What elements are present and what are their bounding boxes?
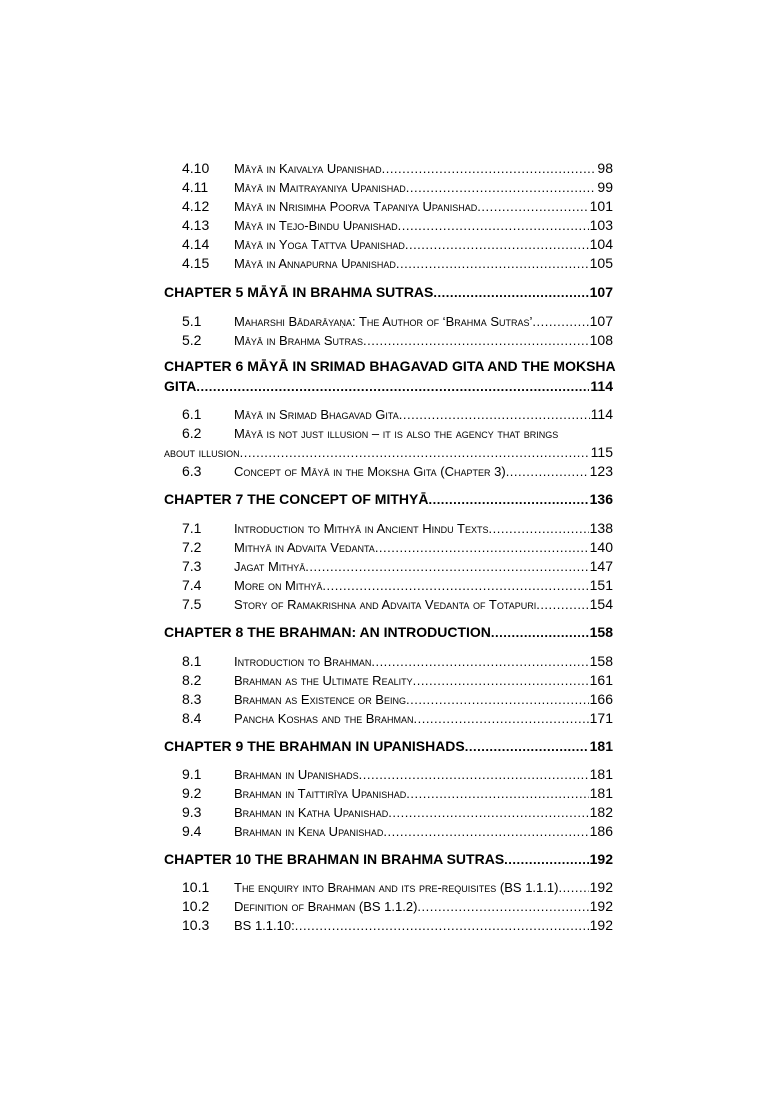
- dot-leader: [406, 692, 589, 707]
- section-title: Māyā in Maitrayaniya Upanishad: [234, 180, 406, 195]
- section-number: 10.2: [182, 898, 210, 914]
- toc-entry-4-15[interactable]: [182, 255, 613, 274]
- toc-entry-4-10[interactable]: [182, 160, 613, 179]
- section-number: 4.10: [182, 160, 210, 176]
- dot-leader: [413, 673, 589, 688]
- section-title: BS 1.1.10:: [234, 918, 295, 933]
- chapter-title: CHAPTER 9 THE BRAHMAN IN UPANISHADS: [164, 738, 465, 754]
- section-title: Brahman in Upanishads: [234, 767, 359, 782]
- page-number: 158: [589, 624, 613, 640]
- section-number: 4.14: [182, 236, 210, 252]
- section-number: 9.3: [182, 804, 202, 820]
- section-title: Brahman in Katha Upanishad: [234, 805, 389, 820]
- dot-leader: [405, 237, 589, 252]
- section-number: 5.1: [182, 313, 202, 329]
- toc-chapter-8[interactable]: [164, 624, 613, 644]
- dot-leader: [240, 445, 590, 460]
- page-number: 181: [589, 738, 613, 754]
- section-title: Māyā in Annapurna Upanishad: [234, 256, 396, 271]
- toc-entry-9-1[interactable]: [182, 766, 613, 785]
- dot-leader: [504, 851, 588, 867]
- dot-leader: [413, 711, 588, 726]
- toc-chapter-10[interactable]: [164, 851, 613, 871]
- page-number: 99: [597, 179, 613, 195]
- section-title: Māyā in Tejo-Bindu Upanishad: [234, 218, 398, 233]
- page-number: 171: [589, 710, 613, 726]
- toc-chapter-7[interactable]: [164, 491, 613, 511]
- section-title: Maharshi Bādarāyaṇa: The Author of ‘Brahma Sutras’: [234, 314, 533, 329]
- page-number: 154: [589, 596, 613, 612]
- section-title: Māyā in Brahma Sutras: [234, 333, 364, 348]
- toc-entry-8-2[interactable]: [182, 672, 613, 691]
- section-title: Brahman as Existence or Being: [234, 692, 406, 707]
- chapter-title: CHAPTER 6 MĀYĀ IN SRIMAD BHAGAVAD GITA AND THE MOKSHA: [164, 358, 616, 374]
- chapter-title: CHAPTER 10 THE BRAHMAN IN BRAHMA SUTRAS: [164, 851, 505, 867]
- section-number: 7.3: [182, 558, 202, 574]
- toc-entry-4-12[interactable]: [182, 198, 613, 217]
- section-number: 10.3: [182, 917, 210, 933]
- page-number: 107: [589, 313, 613, 329]
- page-number: 166: [589, 691, 613, 707]
- dot-leader: [532, 314, 588, 329]
- section-number: 8.4: [182, 710, 202, 726]
- section-title: Māyā in Srimad Bhagavad Gita: [234, 407, 399, 422]
- dot-leader: [396, 256, 589, 271]
- toc-entry-4-13[interactable]: [182, 217, 613, 236]
- toc-entry-7-5[interactable]: [182, 596, 613, 615]
- toc-entry-7-3[interactable]: [182, 558, 613, 577]
- dot-leader: [406, 180, 597, 195]
- section-number: 8.3: [182, 691, 202, 707]
- toc-entry-5-1[interactable]: [182, 313, 613, 332]
- dot-leader: [558, 880, 588, 895]
- section-number: 5.2: [182, 332, 202, 348]
- chapter-title-continued: GITA: [164, 378, 197, 394]
- toc-entry-6-2-continued[interactable]: [164, 444, 613, 460]
- section-title: Definition of Brahman (BS 1.1.2): [234, 899, 418, 914]
- dot-leader: [295, 918, 589, 933]
- toc-entry-10-1[interactable]: [182, 879, 613, 898]
- toc-entry-8-1[interactable]: [182, 653, 613, 672]
- page-number: 105: [589, 255, 613, 271]
- section-title: Brahman in Taittirīya Upanishad: [234, 786, 407, 801]
- section-title: Brahman in Kena Upanishad: [234, 824, 384, 839]
- dot-leader: [383, 824, 588, 839]
- page-number: 192: [589, 879, 613, 895]
- toc-chapter-6-line1[interactable]: [164, 358, 616, 378]
- dot-leader: [363, 333, 589, 348]
- page-number: 186: [589, 823, 613, 839]
- toc-entry-7-4[interactable]: [182, 577, 613, 596]
- section-title: Māyā in Yoga Tattva Upanishad: [234, 237, 405, 252]
- toc-entry-4-14[interactable]: [182, 236, 613, 255]
- dot-leader: [305, 559, 588, 574]
- page-number: 192: [589, 898, 613, 914]
- section-title: The enquiry into Brahman and its pre-requisites (BS 1.1.1): [234, 880, 559, 895]
- chapter-title: CHAPTER 8 THE BRAHMAN: AN INTRODUCTION: [164, 624, 491, 640]
- toc-entry-6-1[interactable]: [182, 406, 613, 425]
- toc-entry-7-1[interactable]: [182, 520, 613, 539]
- section-title: Introduction to Mithyā in Ancient Hindu Texts: [234, 521, 489, 536]
- section-title: Brahman as the Ultimate Reality: [234, 673, 413, 688]
- section-number: 9.2: [182, 785, 202, 801]
- dot-leader: [491, 624, 589, 640]
- section-title: Jagat Mithyā: [234, 559, 306, 574]
- dot-leader: [388, 805, 588, 820]
- section-number: 6.1: [182, 406, 202, 422]
- section-number: 7.1: [182, 520, 202, 536]
- page-number: 123: [589, 463, 613, 479]
- toc-chapter-9[interactable]: [164, 738, 613, 758]
- dot-leader: [371, 654, 588, 669]
- section-number: 6.3: [182, 463, 202, 479]
- section-number: 7.4: [182, 577, 202, 593]
- page-number: 103: [589, 217, 613, 233]
- dot-leader: [489, 521, 589, 536]
- section-title: Māyā in Nrisimha Poorva Tapaniya Upanishad: [234, 199, 478, 214]
- page-number: 158: [589, 653, 613, 669]
- section-number: 9.1: [182, 766, 202, 782]
- page-number: 138: [589, 520, 613, 536]
- dot-leader: [322, 578, 588, 593]
- section-number: 4.15: [182, 255, 210, 271]
- chapter-title: CHAPTER 5 MĀYĀ IN BRAHMA SUTRAS: [164, 284, 434, 300]
- section-number: 9.4: [182, 823, 202, 839]
- dot-leader: [382, 161, 597, 176]
- toc-entry-10-3[interactable]: [182, 917, 613, 936]
- section-number: 4.12: [182, 198, 210, 214]
- section-number: 7.2: [182, 539, 202, 555]
- section-title-continued: about illusion: [164, 445, 240, 460]
- page-number: 114: [590, 378, 613, 394]
- dot-leader: [398, 218, 589, 233]
- page-number: 101: [589, 198, 613, 214]
- page-number: 140: [589, 539, 613, 555]
- toc-entry-10-2[interactable]: [182, 898, 613, 917]
- page-number: 107: [589, 284, 613, 300]
- page-number: 147: [589, 558, 613, 574]
- section-title: More on Mithyā: [234, 578, 323, 593]
- page-number: 151: [589, 577, 613, 593]
- page-number: 181: [589, 785, 613, 801]
- section-number: 8.2: [182, 672, 202, 688]
- page-number: 114: [590, 406, 613, 422]
- section-number: 4.13: [182, 217, 210, 233]
- dot-leader: [536, 597, 588, 612]
- toc-chapter-6-line2[interactable]: [164, 378, 613, 398]
- toc-chapter-5[interactable]: [164, 284, 613, 304]
- section-title: Mithyā in Advaita Vedanta: [234, 540, 375, 555]
- page-number: 192: [589, 917, 613, 933]
- page-number: 115: [590, 444, 613, 460]
- toc-entry-6-3[interactable]: [182, 463, 613, 482]
- section-title: Māyā in Kaivalya Upanishad: [234, 161, 382, 176]
- dot-leader: [506, 464, 589, 479]
- dot-leader: [477, 199, 588, 214]
- page-number: 98: [597, 160, 613, 176]
- dot-leader: [417, 899, 588, 914]
- section-title: Introduction to Brahman: [234, 654, 372, 669]
- toc-entry-7-2[interactable]: [182, 539, 613, 558]
- page-number: 182: [589, 804, 613, 820]
- dot-leader: [375, 540, 589, 555]
- dot-leader: [196, 378, 589, 394]
- dot-leader: [399, 407, 590, 422]
- dot-leader: [428, 491, 588, 507]
- toc-entry-9-2[interactable]: [182, 785, 613, 804]
- toc-entry-9-4[interactable]: [182, 823, 613, 842]
- section-number: 6.2: [182, 425, 202, 441]
- dot-leader: [406, 786, 588, 801]
- section-title: Pancha Koshas and the Brahman: [234, 711, 414, 726]
- toc-entry-5-2[interactable]: [182, 332, 613, 351]
- dot-leader: [465, 738, 589, 754]
- page-number: 136: [589, 491, 613, 507]
- dot-leader: [359, 767, 589, 782]
- page-number: 108: [589, 332, 613, 348]
- toc-entry-8-3[interactable]: [182, 691, 613, 710]
- section-title: Māyā is not just illusion – it is also the agency that brings: [234, 426, 559, 441]
- section-title: Concept of Māyā in the Moksha Gita (Chapter 3): [234, 464, 506, 479]
- section-title: Story of Ramakrishna and Advaita Vedanta of Totapuri: [234, 597, 537, 612]
- section-number: 8.1: [182, 653, 202, 669]
- section-number: 4.11: [182, 179, 209, 195]
- toc-entry-4-11[interactable]: [182, 179, 613, 198]
- toc-entry-9-3[interactable]: [182, 804, 613, 823]
- page-number: 192: [589, 851, 613, 867]
- toc-entry-8-4[interactable]: [182, 710, 613, 729]
- page-number: 181: [589, 766, 613, 782]
- section-number: 7.5: [182, 596, 202, 612]
- toc-entry-6-2[interactable]: [182, 425, 613, 444]
- dot-leader: [433, 284, 588, 300]
- page-number: 161: [589, 672, 613, 688]
- chapter-title: CHAPTER 7 THE CONCEPT OF MITHYĀ: [164, 491, 429, 507]
- section-number: 10.1: [182, 879, 210, 895]
- page-number: 104: [589, 236, 613, 252]
